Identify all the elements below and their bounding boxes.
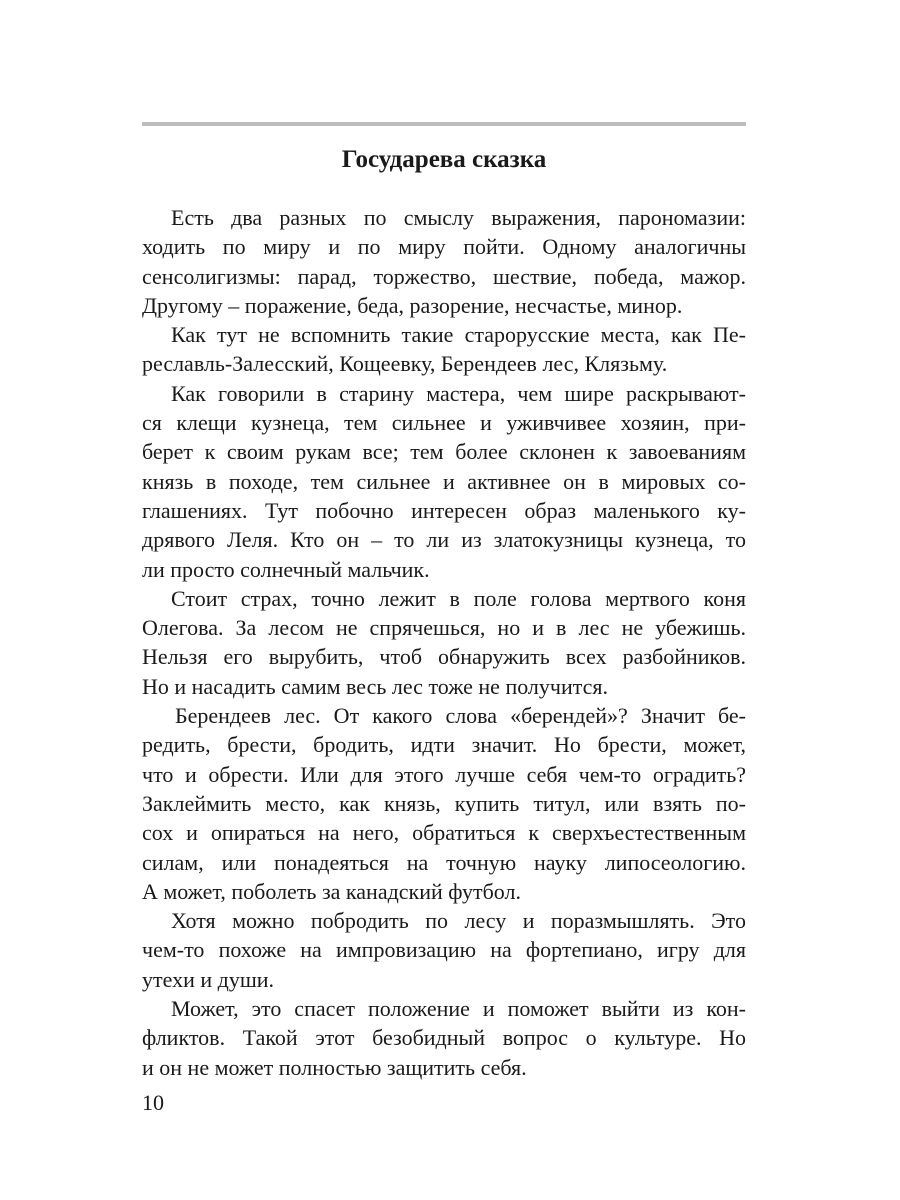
text-line: глашениях. Тут побочно интересен образ маленького ку- xyxy=(142,497,746,523)
text-line: Нельзя его вырубить, чтоб обнаружить всех разбойников. xyxy=(142,644,746,670)
top-rule xyxy=(142,122,746,126)
text-line: Но и насадить самим весь лес тоже не получится. xyxy=(142,673,609,699)
chapter-title: Государева сказка xyxy=(341,146,547,173)
text-line: Хотя можно побродить по лесу и поразмышлять. Это xyxy=(171,908,746,934)
text-line: чем-то похоже на импровизацию на фортепиано, игру для xyxy=(142,937,746,963)
text-line: фликтов. Такой этот безобидный вопрос о культуре. Но xyxy=(142,1025,746,1051)
text-line: редить, брести, бродить, идти значит. Но брести, может, xyxy=(142,732,746,758)
text-line: что и обрести. Или для этого лучше себя чем-то оградить? xyxy=(142,761,746,787)
text-line: и он не может полностью защитить себя. xyxy=(142,1054,527,1080)
page-number: 10 xyxy=(142,1090,164,1115)
text-line: Другому – поражение, беда, разорение, несчастье, минор. xyxy=(142,292,683,318)
text-line: Олегова. За лесом не спрячешься, но и в лес не убежишь. xyxy=(142,615,746,641)
text-line: ходить по миру и по миру пойти. Одному аналогичны xyxy=(142,234,746,260)
text-line: Берендеев лес. От какого слова «берендей»? Значит бе- xyxy=(175,703,746,729)
text-line: А может, поболеть за канадский футбол. xyxy=(142,878,521,904)
text-line: сенсолигизмы: парад, торжество, шествие, победа, мажор. xyxy=(142,263,746,289)
text-line: Может, это спасет положение и поможет выйти из кон- xyxy=(171,996,746,1022)
text-line: ся клещи кузнеца, тем сильнее и уживчивее хозяин, при- xyxy=(142,410,746,436)
text-line: Стоит страх, точно лежит в поле голова мертвого коня xyxy=(171,585,746,611)
text-line: Как говорили в старину мастера, чем шире раскрывают- xyxy=(171,380,746,406)
text-line: дрявого Леля. Кто он – то ли из златокузницы кузнеца, то xyxy=(142,527,746,553)
text-line: реславль-Залесский, Кощеевку, Берендеев лес, Клязьму. xyxy=(142,351,668,377)
text-line: ли просто солнечный мальчик. xyxy=(142,556,430,582)
text-line: утехи и души. xyxy=(142,966,275,992)
text-line: Заклеймить место, как князь, купить титул, или взять по- xyxy=(142,790,746,816)
body-text xyxy=(142,203,746,1082)
text-line: сох и опираться на него, обратиться к сверхъестественным xyxy=(142,820,746,846)
text-line: Как тут не вспомнить такие старорусские места, как Пе- xyxy=(171,322,746,348)
text-line: берет к своим рукам все; тем более склонен к завоеваниям xyxy=(142,439,746,465)
text-line: Есть два разных по смыслу выражения, парономазии: xyxy=(171,205,746,230)
text-line: князь в походе, тем сильнее и активнее он в мировых со- xyxy=(142,468,746,494)
text-line: силам, или понадеяться на точную науку липосеологию. xyxy=(142,849,746,875)
